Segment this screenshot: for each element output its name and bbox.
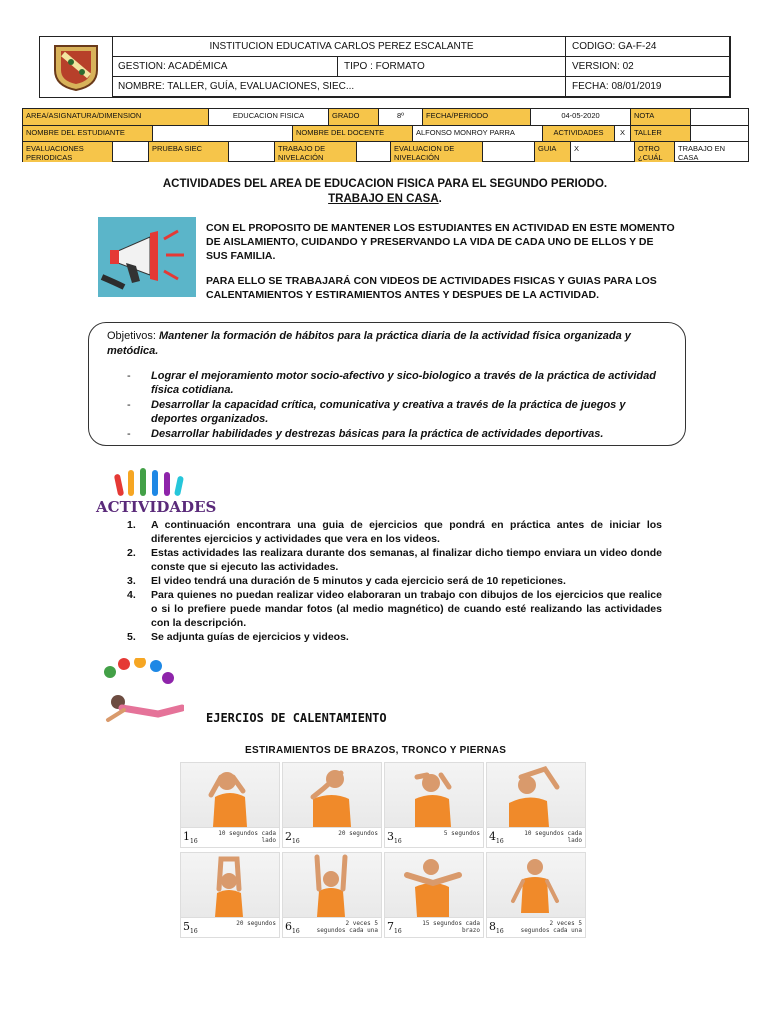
workshop-check[interactable] bbox=[691, 126, 748, 142]
exercise-caption bbox=[283, 917, 381, 938]
exercise-image bbox=[181, 853, 279, 917]
exercise-grid bbox=[180, 762, 588, 940]
intro-paragraph-1: CON EL PROPOSITO DE MANTENER LOS ESTUDIANTES EN ACTIVIDAD EN ESTE MOMENTO DE AISLAMIENTO, CUIDANDO Y PRESERVANDO LA VIDA DE CADA UNO DE ELLOS Y DE SUS FAMILIA. bbox=[206, 222, 675, 262]
exercise-card bbox=[180, 762, 280, 848]
exercise-card bbox=[282, 852, 382, 938]
exercise-card bbox=[384, 762, 484, 848]
management-field: GESTION: ACADÉMICA bbox=[112, 57, 338, 77]
exercise-card bbox=[180, 852, 280, 938]
exercise-total: 16 bbox=[394, 928, 402, 936]
objective-item-text: Desarrollar la capacidad crítica, comunicativa y creativa a través de la práctica de juegos y deportes organizados. bbox=[151, 399, 626, 425]
exercise-number: 1 bbox=[183, 830, 190, 843]
exercise-image bbox=[385, 853, 483, 917]
other-label: OTRO ¿CUÁL bbox=[635, 142, 675, 162]
exercise-number: 6 bbox=[285, 920, 292, 933]
activity-number: 5. bbox=[127, 631, 136, 643]
exercise-duration: 20 segundos bbox=[236, 920, 276, 927]
guide-label: GUIA bbox=[535, 142, 571, 162]
activity-number: 2. bbox=[127, 547, 136, 559]
objective-item: - Desarrollar habilidades y destrezas básicas para la práctica de actividades deportivas. bbox=[127, 428, 604, 440]
teacher-name-value: ALFONSO MONROY PARRA bbox=[413, 126, 543, 142]
leveling-eval-label: EVALUACION DE NIVELACIÓN bbox=[391, 142, 483, 162]
exercise-caption bbox=[487, 827, 585, 848]
exercise-image bbox=[283, 763, 381, 827]
exercise-total: 16 bbox=[496, 838, 504, 846]
exercise-total: 16 bbox=[292, 838, 300, 846]
exercise-number: 4 bbox=[489, 830, 496, 843]
siec-check[interactable] bbox=[229, 142, 275, 162]
exercise-total: 16 bbox=[496, 928, 504, 936]
leveling-work-check[interactable] bbox=[357, 142, 391, 162]
student-name-label: NOMBRE DEL ESTUDIANTE bbox=[23, 126, 153, 142]
exercise-image bbox=[283, 853, 381, 917]
exercise-number: 5 bbox=[183, 920, 190, 933]
grade-value: 8º bbox=[379, 109, 423, 126]
activity-item bbox=[127, 518, 662, 546]
exercise-caption bbox=[385, 827, 483, 848]
document-name-field: NOMBRE: TALLER, GUÍA, EVALUACIONES, SIEC... bbox=[112, 77, 566, 97]
exercise-total: 16 bbox=[292, 928, 300, 936]
exercise-number: 2 bbox=[285, 830, 292, 843]
activity-item bbox=[127, 574, 662, 588]
activity-text: Estas actividades las realizara durante dos semanas, al finalizar dicho tiempo enviara un video donde conste que si ejecuto las actividades. bbox=[151, 547, 662, 573]
teacher-name-label: NOMBRE DEL DOCENTE bbox=[293, 126, 413, 142]
exercise-duration: 20 segundos bbox=[338, 830, 378, 837]
workshop-label: TALLER bbox=[631, 126, 691, 142]
objectives-box bbox=[88, 322, 686, 446]
activity-text: Para quienes no puedan realizar video elaboraran un trabajo con dibujos de los ejercicios que realice o si lo prefiere puede mandar fotos (al medio magnético) de cuando esté realizando las actividades con la descripción. bbox=[151, 589, 662, 629]
activity-item bbox=[127, 588, 662, 630]
exercise-illustration bbox=[98, 658, 184, 726]
exercise-card bbox=[486, 762, 586, 848]
activity-item bbox=[127, 546, 662, 574]
exercise-image bbox=[487, 763, 585, 827]
activity-text: Se adjunta guías de ejercicios y videos. bbox=[151, 631, 349, 643]
exercise-caption bbox=[487, 917, 585, 938]
exercise-caption bbox=[181, 917, 279, 938]
exercise-total: 16 bbox=[190, 838, 198, 846]
type-field: TIPO : FORMATO bbox=[338, 57, 566, 77]
document-code: CODIGO: GA-F-24 bbox=[566, 37, 730, 57]
activity-text: El video tendrá una duración de 5 minutos y cada ejercicio será de 10 repeticiones. bbox=[151, 575, 566, 587]
activity-number: 4. bbox=[127, 589, 136, 601]
siec-label: PRUEBA SIEC bbox=[149, 142, 229, 162]
exercise-card bbox=[384, 852, 484, 938]
objectives-list bbox=[127, 369, 667, 442]
exercise-total: 16 bbox=[190, 928, 198, 936]
area-value: EDUCACION FISICA bbox=[209, 109, 329, 126]
activity-text: A continuación encontrara una guia de ejercicios que pondrá en práctica antes de iniciar los diferentes ejercicios y actividades que vera en los videos. bbox=[151, 519, 662, 545]
exercise-duration: 15 segundos cada brazo bbox=[422, 920, 480, 934]
exercise-caption bbox=[283, 827, 381, 848]
objectives-label: Objetivos: bbox=[107, 330, 156, 342]
version-field: VERSION: 02 bbox=[566, 57, 730, 77]
exercise-duration: 10 segundos cada lado bbox=[218, 830, 276, 844]
exercise-image bbox=[487, 853, 585, 917]
objectives-heading bbox=[107, 329, 667, 359]
leveling-eval-check[interactable] bbox=[483, 142, 535, 162]
school-shield-icon bbox=[49, 42, 103, 92]
exercise-number: 3 bbox=[387, 830, 394, 843]
warmup-title: EJERCIOS DE CALENTAMIENTO bbox=[206, 711, 387, 725]
student-info-table bbox=[22, 108, 749, 162]
exercise-number: 7 bbox=[387, 920, 394, 933]
exercise-image bbox=[181, 763, 279, 827]
other-value: TRABAJO EN CASA bbox=[678, 144, 726, 162]
exercise-duration: 2 veces 5 segundos cada una bbox=[520, 920, 582, 934]
leveling-work-label: TRABAJO DE NIVELACIÓN bbox=[275, 142, 357, 162]
exercise-image bbox=[385, 763, 483, 827]
document-header-table bbox=[39, 36, 731, 98]
activities-logo bbox=[94, 466, 217, 520]
objective-item-text: Lograr el mejoramiento motor socio-afectivo y sico-biologico a través de la práctica de actividad física cotidiana. bbox=[151, 370, 656, 396]
periodic-eval-check[interactable] bbox=[113, 142, 149, 162]
exercise-caption bbox=[385, 917, 483, 938]
exercise-total: 16 bbox=[394, 838, 402, 846]
periodic-eval-label: EVALUACIONES PERIODICAS bbox=[23, 142, 113, 162]
grade-label: GRADO bbox=[329, 109, 379, 126]
activities-list bbox=[127, 518, 662, 644]
guide-check[interactable]: X bbox=[571, 142, 635, 162]
activities-logo-text: ACTIVIDADES bbox=[96, 498, 217, 516]
main-subtitle bbox=[100, 193, 670, 205]
objective-item: - Lograr el mejoramiento motor socio-afectivo y sico-biologico a través de la práctica de actividad física cotidiana. bbox=[127, 370, 656, 396]
institution-name: INSTITUCION EDUCATIVA CARLOS PEREZ ESCALANTE bbox=[112, 37, 566, 57]
objective-item: - Desarrollar la capacidad crítica, comunicativa y creativa a través de la práctica de juegos y deportes organizados. bbox=[127, 399, 626, 425]
area-label: AREA/ASIGNATURA/DIMENSION bbox=[23, 109, 209, 126]
note-value[interactable] bbox=[691, 109, 748, 126]
exercise-duration: 2 veces 5 segundos cada una bbox=[316, 920, 378, 934]
date-period-value: 04-05-2020 bbox=[531, 109, 631, 126]
main-subtitle-text: TRABAJO EN CASA bbox=[328, 193, 439, 205]
megaphone-icon bbox=[98, 217, 196, 297]
date-field: FECHA: 08/01/2019 bbox=[566, 77, 730, 97]
main-title: ACTIVIDADES DEL AREA DE EDUCACION FISICA PARA EL SEGUNDO PERIODO. bbox=[162, 178, 608, 190]
student-name-field[interactable] bbox=[153, 126, 293, 142]
objective-item-text: Desarrollar habilidades y destrezas básicas para la práctica de actividades deportivas. bbox=[151, 428, 604, 440]
activities-check[interactable]: X bbox=[615, 126, 631, 142]
activity-number: 1. bbox=[127, 519, 136, 531]
stretch-subtitle: ESTIRAMIENTOS DE BRAZOS, TRONCO Y PIERNAS bbox=[245, 745, 507, 756]
intro-paragraph-2: PARA ELLO SE TRABAJARÁ CON VIDEOS DE ACTIVIDADES FISICAS Y GUIAS PARA LOS CALENTAMIENTOS Y ESTIRAMIENTOS ANTES Y DESPUES DE LA ACTIVIDAD. bbox=[206, 275, 657, 301]
exercise-card bbox=[486, 852, 586, 938]
activity-number: 3. bbox=[127, 575, 136, 587]
exercise-card bbox=[282, 762, 382, 848]
school-logo bbox=[40, 37, 113, 97]
objectives-text: Mantener la formación de hábitos para la práctica diaria de la actividad física organizada y metódica. bbox=[107, 330, 631, 357]
note-label: NOTA bbox=[631, 109, 691, 126]
exercise-number: 8 bbox=[489, 920, 496, 933]
exercise-caption bbox=[181, 827, 279, 848]
exercise-duration: 10 segundos cada lado bbox=[524, 830, 582, 844]
exercise-duration: 5 segundos bbox=[443, 830, 480, 837]
stretching-person-icon bbox=[98, 658, 184, 726]
activities-label: ACTIVIDADES bbox=[543, 126, 615, 142]
main-subtitle-period: . bbox=[438, 193, 442, 205]
activity-item bbox=[127, 630, 662, 644]
date-period-label: FECHA/PERIODO bbox=[423, 109, 531, 126]
